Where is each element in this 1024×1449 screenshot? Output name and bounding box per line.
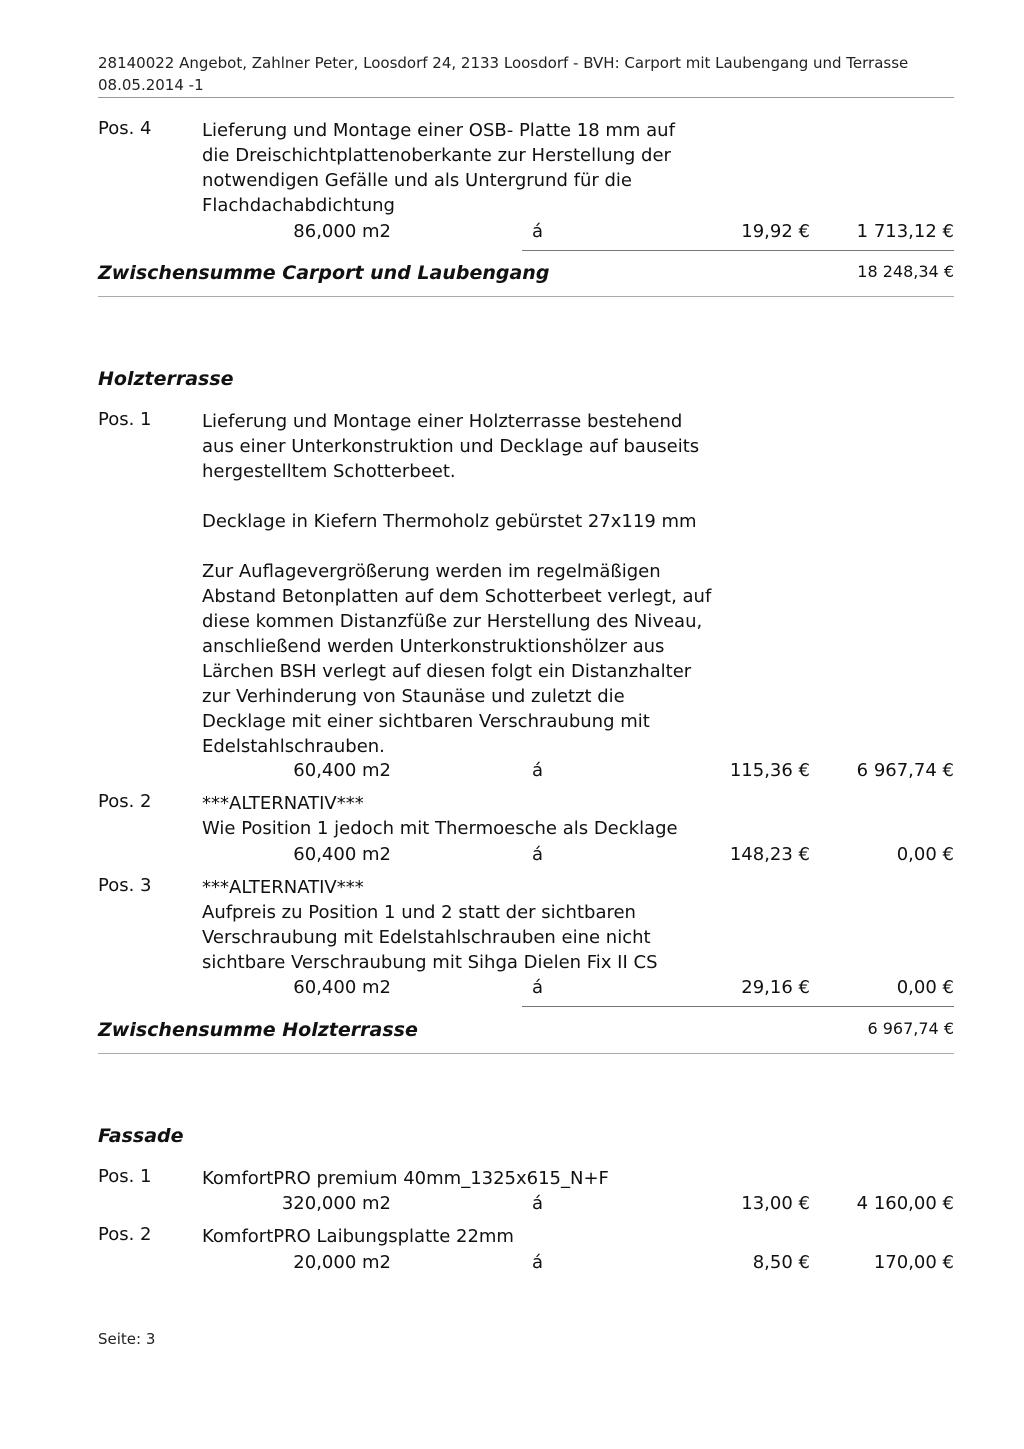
desc-line: ***ALTERNATIV***: [202, 877, 364, 898]
desc-line: Lieferung und Montage einer OSB- Platte 18 mm auf: [202, 120, 675, 141]
holzterrasse-pos2-unit-price: 148,23 €: [729, 844, 810, 865]
desc-line: Lärchen BSH verlegt auf diesen folgt ein Distanzhalter: [202, 661, 692, 682]
fassade-pos1-total: 4 160,00 €: [856, 1193, 954, 1214]
holzterrasse-pos3-description: [202, 875, 732, 975]
fassade-pos2-total: 170,00 €: [873, 1252, 954, 1273]
holzterrasse-pos2-total: 0,00 €: [896, 844, 954, 865]
holzterrasse-pos1-quantity: 60,400 m2: [293, 760, 391, 781]
carport-pos4-label: Pos. 4: [98, 118, 152, 139]
desc-line: Lieferung und Montage einer Holzterrasse bestehend: [202, 411, 683, 432]
fassade-pos1-unit-price: 13,00 €: [741, 1193, 810, 1214]
desc-line: diese kommen Distanzfüße zur Herstellung des Niveau,: [202, 611, 703, 632]
desc-line: anschließend werden Unterkonstruktionshölzer aus: [202, 636, 665, 657]
holzterrasse-pos1-label: Pos. 1: [98, 409, 152, 430]
holzterrasse-pos3-a: á: [532, 977, 544, 998]
carport-subtotal-value: 18 248,34 €: [857, 262, 954, 281]
header-line-1: 28140022 Angebot, Zahlner Peter, Loosdorf 24, 2133 Loosdorf - BVH: Carport mit Laubengang und Terrasse: [98, 54, 909, 72]
holzterrasse-pos2-label: Pos. 2: [98, 791, 152, 812]
desc-line: Flachdachabdichtung: [202, 195, 395, 216]
document-header: [98, 52, 954, 96]
desc-line: Verschraubung mit Edelstahlschrauben eine nicht: [202, 927, 651, 948]
holzterrasse-pos1-total: 6 967,74 €: [856, 760, 954, 781]
holzterrasse-section-divider: [98, 1053, 954, 1054]
page-number: Seite: 3: [98, 1330, 156, 1348]
holzterrasse-pos1-description: [202, 409, 732, 759]
desc-line: hergestelltem Schotterbeet.: [202, 461, 456, 482]
desc-line: sichtbare Verschraubung mit Sihga Dielen Fix II CS: [202, 952, 658, 973]
fassade-pos1-description: KomfortPRO premium 40mm_1325x615_N+F: [202, 1168, 609, 1189]
fassade-pos1-quantity: 320,000 m2: [281, 1193, 391, 1214]
holzterrasse-pos3-quantity: 60,400 m2: [293, 977, 391, 998]
desc-line: die Dreischichtplattenoberkante zur Herstellung der: [202, 145, 671, 166]
desc-line: Decklage mit einer sichtbaren Verschraubung mit: [202, 711, 650, 732]
carport-pos4-description: [202, 118, 732, 218]
holzterrasse-title: Holzterrasse: [98, 368, 234, 390]
holzterrasse-subtotal-label: Zwischensumme Holzterrasse: [98, 1019, 418, 1041]
fassade-pos2-label: Pos. 2: [98, 1224, 152, 1245]
header-divider: [98, 97, 954, 98]
carport-pos4-a: á: [532, 221, 544, 242]
carport-pos4-quantity: 86,000 m2: [293, 221, 391, 242]
fassade-pos1-a: á: [532, 1193, 544, 1214]
carport-subtotal-label: Zwischensumme Carport und Laubengang: [98, 262, 550, 284]
fassade-pos2-quantity: 20,000 m2: [293, 1252, 391, 1273]
desc-line: Edelstahlschrauben.: [202, 736, 385, 757]
carport-section-divider: [98, 296, 954, 297]
holzterrasse-pos2-quantity: 60,400 m2: [293, 844, 391, 865]
holzterrasse-subtotal-value: 6 967,74 €: [867, 1019, 954, 1038]
holzterrasse-pos2-a: á: [532, 844, 544, 865]
fassade-pos2-description: KomfortPRO Laibungsplatte 22mm: [202, 1226, 514, 1247]
desc-line: ***ALTERNATIV***: [202, 793, 364, 814]
holzterrasse-pos3-total: 0,00 €: [896, 977, 954, 998]
carport-subtotal-rule: [522, 250, 954, 251]
header-line-2: 08.05.2014 -1: [98, 76, 204, 94]
desc-line: aus einer Unterkonstruktion und Decklage auf bauseits: [202, 436, 700, 457]
holzterrasse-pos1-unit-price: 115,36 €: [729, 760, 810, 781]
holzterrasse-pos1-a: á: [532, 760, 544, 781]
desc-line: Abstand Betonplatten auf dem Schotterbeet verlegt, auf: [202, 586, 712, 607]
carport-pos4-total: 1 713,12 €: [856, 221, 954, 242]
fassade-pos2-a: á: [532, 1252, 544, 1273]
holzterrasse-pos2-description: [202, 791, 732, 841]
fassade-title: Fassade: [98, 1125, 184, 1147]
carport-pos4-unit-price: 19,92 €: [741, 221, 810, 242]
desc-line: Aufpreis zu Position 1 und 2 statt der sichtbaren: [202, 902, 636, 923]
fassade-pos1-label: Pos. 1: [98, 1166, 152, 1187]
holzterrasse-pos3-label: Pos. 3: [98, 875, 152, 896]
desc-line: Zur Auflagevergrößerung werden im regelmäßigen: [202, 561, 661, 582]
desc-line: zur Verhinderung von Staunäse und zuletzt die: [202, 686, 625, 707]
desc-line: notwendigen Gefälle und als Untergrund für die: [202, 170, 632, 191]
holzterrasse-pos3-unit-price: 29,16 €: [741, 977, 810, 998]
desc-line: Decklage in Kiefern Thermoholz gebürstet 27x119 mm: [202, 511, 697, 532]
fassade-pos2-unit-price: 8,50 €: [752, 1252, 810, 1273]
holzterrasse-subtotal-rule: [522, 1006, 954, 1007]
desc-line: Wie Position 1 jedoch mit Thermoesche als Decklage: [202, 818, 678, 839]
